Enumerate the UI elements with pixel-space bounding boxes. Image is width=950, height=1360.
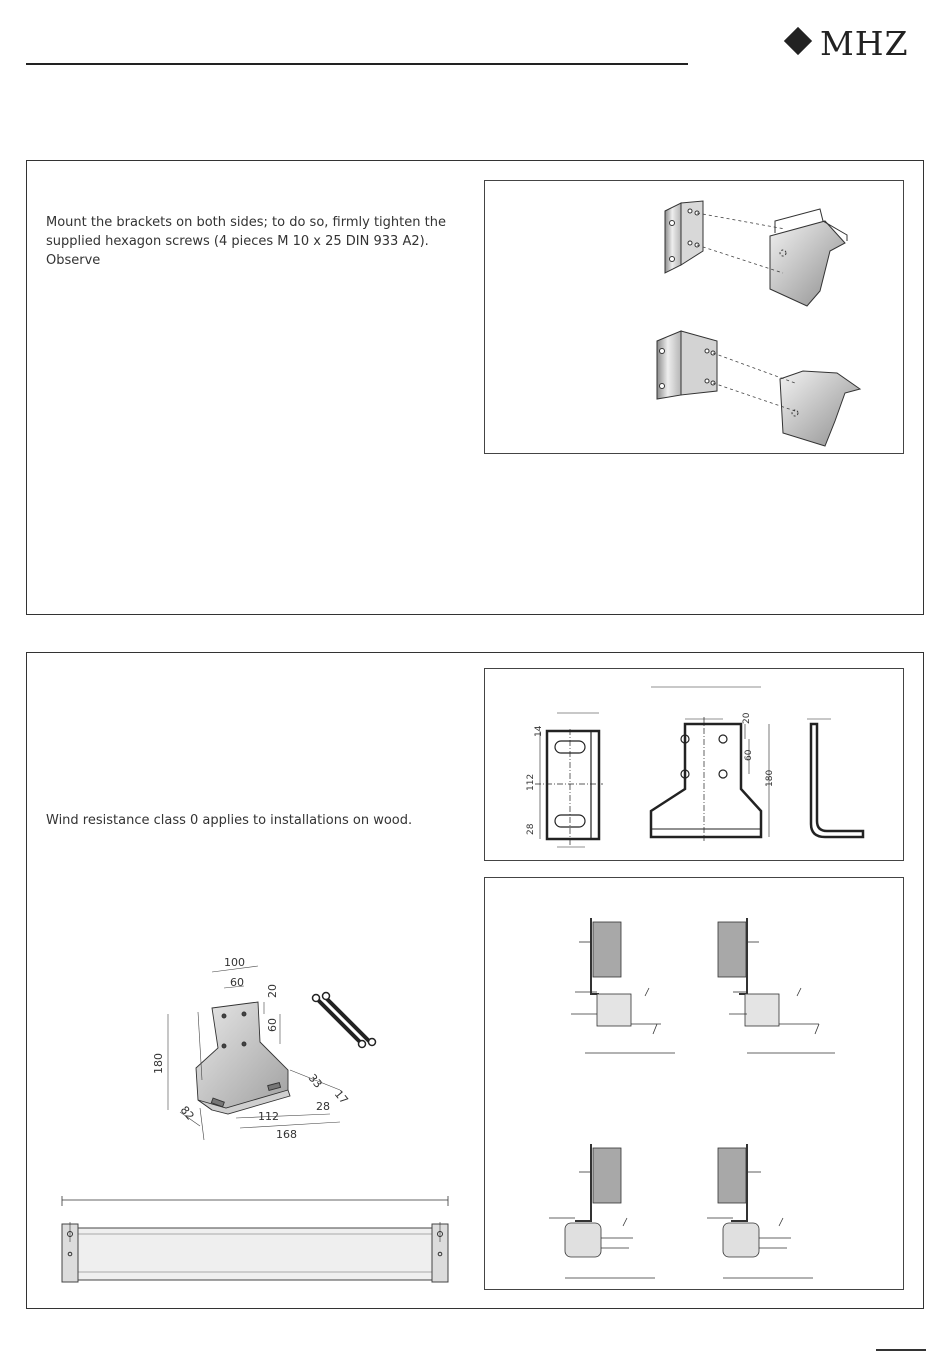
dim-17: 17	[331, 1087, 351, 1107]
dim-28: 28	[526, 823, 536, 835]
bracket-plate-view	[651, 687, 769, 841]
upper-end-cap	[770, 209, 847, 306]
dim-180: 180	[765, 769, 775, 787]
fixing-screws	[313, 993, 376, 1048]
figure-bracket-technical-drawing	[484, 668, 904, 861]
footer-rule	[876, 1349, 926, 1351]
dim-28-iso: 28	[316, 1100, 330, 1113]
section-top-left	[571, 918, 675, 1053]
dim-112-iso: 112	[258, 1110, 279, 1123]
logo-diamond-icon	[784, 27, 812, 55]
figure-awning-front	[58, 1192, 454, 1288]
mounting-sections-drawing	[485, 878, 903, 1289]
awning-front-drawing	[58, 1192, 454, 1288]
dim-180-iso: 180	[152, 1053, 165, 1074]
dim-60-iso: 60	[230, 976, 244, 989]
bracket-assembly-drawing	[485, 181, 903, 453]
lower-angle-bracket	[657, 331, 717, 399]
mounting-instructions: Mount the brackets on both sides; to do so, firmly tighten the supplied hexagon screws (4 pieces M 10 x 25 DIN 933 A2). Observe	[46, 215, 446, 268]
figure-bracket-isometric	[140, 950, 390, 1160]
brand-logo	[786, 26, 926, 66]
figure-bracket-assembly	[484, 180, 904, 454]
dim-60-iso-2: 60	[266, 1018, 279, 1032]
upper-angle-bracket	[665, 201, 703, 273]
header-rule	[26, 63, 688, 65]
bracket-front-view	[535, 713, 603, 847]
dim-168: 168	[276, 1128, 297, 1141]
wind-resistance-note: Wind resistance class 0 applies to installations on wood.	[46, 813, 413, 828]
dim-20-iso: 20	[266, 984, 279, 998]
figure-mounting-sections	[484, 877, 904, 1290]
section-bottom-right	[707, 1144, 813, 1278]
dim-14: 14	[534, 725, 544, 737]
section-bottom-left	[549, 1144, 655, 1278]
logo-text: MHZ	[820, 24, 909, 63]
dim-60: 60	[744, 749, 754, 761]
bracket-views-drawing	[485, 669, 903, 860]
dim-100: 100	[224, 956, 245, 969]
dim-82: 82	[177, 1103, 197, 1123]
section-top-right	[718, 918, 835, 1053]
bracket-isometric-drawing	[140, 950, 390, 1160]
dim-33: 33	[305, 1071, 325, 1091]
dim-20: 20	[742, 712, 752, 724]
bracket-side-profile	[807, 719, 863, 837]
dim-112: 112	[526, 773, 536, 791]
